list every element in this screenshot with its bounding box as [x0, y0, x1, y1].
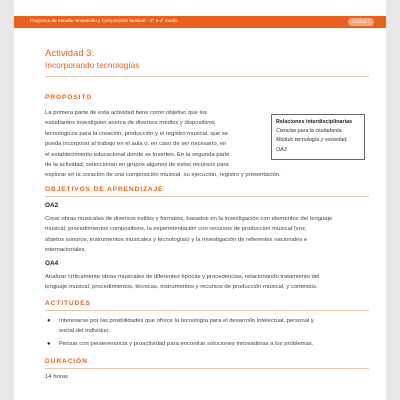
- activity-subtitle: Incorporando tecnologías: [45, 60, 140, 70]
- proposito-line: tecnológicos para la creación, producción y el registro musical, que se: [45, 130, 229, 137]
- duracion-heading: DURACIÓN: [45, 358, 88, 365]
- actitudes-heading: ACTITUDES: [45, 300, 91, 307]
- objetivos-heading: OBJETIVOS DE APRENDIZAJE: [45, 186, 164, 193]
- duracion-divider: [45, 368, 369, 369]
- relaciones-line: Módulo tecnología y sociedad,: [276, 137, 348, 144]
- list-item: [45, 316, 369, 337]
- oa-text-line: internacionales.: [45, 247, 87, 254]
- oa-text-line: Crear obras musicales de diversos estilos y formatos, basados en la investigación con elementos del lenguaje: [45, 216, 333, 222]
- list-item: [45, 339, 369, 349]
- relaciones-line: Ciencias para la ciudadanía.: [276, 128, 343, 134]
- proposito-line: La primera parte de esta actividad tiene como objetivo que los: [45, 110, 208, 116]
- relaciones-title: Relaciones interdisciplinarias: [276, 119, 353, 125]
- document-page: [14, 0, 386, 400]
- proposito-line: el establecimiento educacional donde se inserten. En la segunda parte: [45, 151, 230, 158]
- title-divider: [45, 76, 369, 77]
- bullet-dot-icon: ●: [47, 318, 51, 324]
- proposito-line: explorar en la creación de una composición musical, su ejecución, registro y presentación.: [45, 172, 281, 179]
- oa-text-line: musical, procedimientos compositivos, la experimentación con recursos de producción musical (voz,: [45, 226, 307, 233]
- bullet-dot-icon: ●: [47, 340, 51, 347]
- proposito-heading: PROPÓSITO: [45, 94, 93, 101]
- oa-code: OA4: [45, 260, 59, 267]
- oa-text-line: objetos sonoros, instrumentos musicales y tecnologías) y la investigación de referentes nacionales e: [45, 236, 308, 243]
- list-item-line: Pensar con perseverancia y proactividad para encontrar soluciones innovadoras a los problemas.: [59, 340, 314, 347]
- relaciones-line: OA3: [276, 146, 287, 153]
- activity-title: Actividad 3:: [45, 48, 95, 59]
- oa-code: OA2: [45, 202, 59, 209]
- duracion-value: 14 horas: [45, 374, 68, 380]
- relaciones-box: [271, 114, 365, 160]
- actitudes-divider: [45, 310, 369, 311]
- proposito-line: estudiantes investiguen acerca de diversos medios y dispositivos: [45, 120, 215, 127]
- oa-text-line: Analizar críticamente obras musicales de diferentes épocas y procedencias, relacionando tratamiento del: [45, 274, 320, 280]
- proposito-line: de la actividad, seleccionan en grupos algunos de estos recursos para: [45, 162, 229, 168]
- list-item-line: social del individuo.: [59, 328, 111, 335]
- oa-text-line: lenguaje musical, procedimientos, técnicas, instrumentos y recursos de producción musical, y contextos.: [45, 284, 318, 291]
- actitudes-list: [45, 316, 369, 351]
- program-title: Programa de Estudio Innovación y Composición Musical – 3° a 4° medio: [30, 18, 178, 23]
- proposito-line: pueda incorporar al trabajo en el aula o, en caso de ser necesario, en: [45, 141, 227, 148]
- objetivos-divider: [45, 196, 369, 197]
- unit-badge: Unidad 1: [348, 18, 374, 26]
- list-item-line: Interesarse por las posibilidades que ofrece la tecnología para el desarrollo intelectual, personal y: [59, 318, 314, 324]
